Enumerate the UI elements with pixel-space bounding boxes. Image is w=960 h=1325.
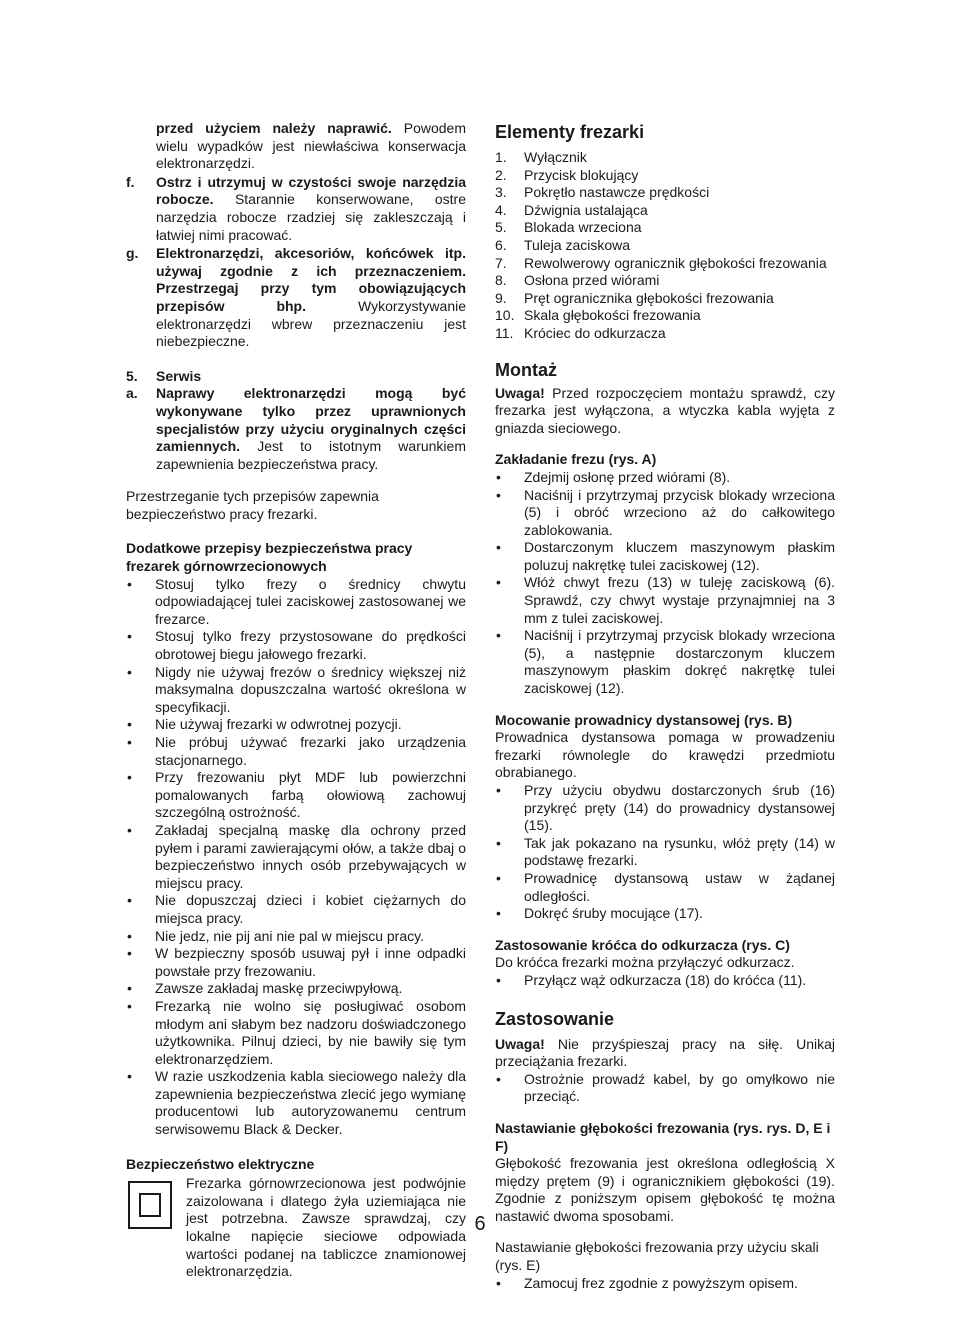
- element-label: Rewolwerowy ogranicznik głębokości frezowania: [524, 254, 827, 271]
- electrical-safety-block: [126, 1175, 466, 1281]
- elements-title: Elementy frezarki: [495, 122, 645, 142]
- use-item: • Ostrożnie prowadź kabel, by go omyłkowo nie przeciąć.: [495, 1071, 835, 1106]
- element-label: Skala głębokości frezowania: [524, 307, 701, 324]
- rule-g-bold-text: Elektronarzędzi, akcesoriów, końcówek itp. używaj zgodnie z ich przeznaczeniem. Przestrzegaj przy tym obowiązujących przepisów bhp.: [156, 245, 466, 314]
- element-number: 2.: [495, 166, 507, 183]
- safety-list-item: • Nie dopuszczaj dzieci i kobiet ciężarnych do miejsca pracy.: [126, 892, 466, 927]
- fit-cutter-heading: Zakładanie frezu (rys. A): [495, 451, 657, 468]
- montaz-warning-text: Przed rozpoczęciem montażu sprawdź, czy frezarka jest wyłączona, a wtyczka kabla wyjęta z gniazda sieciowego.: [495, 384, 835, 436]
- element-list-item: [495, 272, 835, 290]
- use-warning-text: Nie przyśpieszaj pracy na siłę. Unikaj przeciążania frezarki.: [495, 1035, 835, 1070]
- scale-item: • Zamocuj frez zgodnie z powyższym opisem.: [495, 1275, 835, 1293]
- section-5-heading: [126, 368, 466, 386]
- rule-a-bold-text: Naprawy elektronarzędzi mogą być wykonywane tylko przez uprawnionych specjalistów przy użyciu oryginalnych części zamiennych.: [156, 385, 466, 455]
- element-number: 6.: [495, 236, 507, 253]
- extra-safety-heading: Dodatkowe przepisy bezpieczeństwa pracy frezarek górnowrzecionowych: [126, 540, 413, 575]
- element-number: 5.: [495, 219, 507, 236]
- use-warning-label: Uwaga!: [495, 1035, 545, 1052]
- guide-list: [495, 782, 835, 923]
- element-label: Dźwignia ustalająca: [524, 201, 648, 218]
- rule-a: [126, 385, 466, 473]
- extra-safety-list: [126, 576, 466, 1139]
- depth-text: Głębokość frezowania jest określona odległością X między prętem (9) i ogranicznikiem głębokości (19). Zgodnie z poniższym opisem głębokość tę można nastawić dwoma sposobami.: [495, 1155, 835, 1224]
- element-label: Osłona przed wiórami: [524, 272, 660, 289]
- rule-g-text: Wykorzystywanie elektronarzędzi wbrew przeznaczeniu jest niebezpieczne.: [156, 297, 466, 350]
- element-number: 7.: [495, 254, 507, 271]
- element-list-item: [495, 307, 835, 325]
- electrical-safety-heading: Bezpieczeństwo elektryczne: [126, 1155, 315, 1172]
- element-number: 8.: [495, 272, 507, 289]
- safety-list-item: • Nigdy nie używaj frezów o średnicy większej niż maksymalna dopuszczalna wartość określona w specyfikacji.: [126, 664, 466, 717]
- element-list-item: [495, 184, 835, 202]
- page-number: 6: [474, 1213, 486, 1235]
- safety-list-item: • Zakładaj specjalną maskę dla ochrony przed pyłem i parami zawierającymi ołów, a także dbaj o bezpieczeństwo innych osób przebywających w miejscu pracy.: [126, 822, 466, 892]
- safety-list-item: • Przy frezowaniu płyt MDF lub powierzchni pomalowanych farbą ołowiową zachowuj szczególną ostrożność.: [126, 769, 466, 822]
- rule-f-bold-text: Ostrz i utrzymuj w czystości swoje narzędzia robocze.: [156, 173, 466, 208]
- element-label: Króciec do odkurzacza: [524, 324, 666, 341]
- use-list: [495, 1071, 835, 1106]
- safety-list-item: • Nie jedz, nie pij ani nie pal w miejscu pracy.: [126, 928, 466, 946]
- montaz-title: Montaż: [495, 359, 557, 380]
- intro-bold-text: przed użyciem należy naprawić.: [156, 120, 392, 136]
- guide-item: • Tak jak pokazano na rysunku, włóż pręty (14) w podstawę frezarki.: [495, 835, 835, 870]
- safety-list-item: • Stosuj tylko frezy przystosowane do prędkości obrotowej biegu jałowego frezarki.: [126, 628, 466, 663]
- intro-text: Powodem wielu wypadków jest niewłaściwa konserwacja elektronarzędzi.: [156, 120, 466, 172]
- rule-f: [126, 174, 466, 244]
- safety-list-item: • Nie próbuj używać frezarki jako urządzenia stacjonarnego.: [126, 734, 466, 769]
- safety-list-item: • Zawsze zakładaj maskę przeciwpyłową.: [126, 980, 466, 998]
- safety-list-item: • W razie uszkodzenia kabla sieciowego należy dla zapewnienia bezpieczeństwa zlecić jego wymianę producentowi lub autoryzowanemu centrum serwisowemu Black & Decker.: [126, 1068, 466, 1138]
- guide-intro: Prowadnica dystansowa pomaga w prowadzeniu frezarki równolegle do krawędzi przedmiotu obrabianego.: [495, 729, 835, 781]
- guide-item: • Prowadnicę dystansową ustaw w żądanej odległości.: [495, 870, 835, 905]
- fit-cutter-item: • Naciśnij i przytrzymaj przycisk blokady wrzeciona (5), a następnie dostarczonym kluczem maszynowym płaskim dokręć nakrętkę tulei zaciskowej (12).: [495, 627, 835, 697]
- element-label: Pręt ogranicznika głębokości frezowania: [524, 289, 774, 306]
- electrical-safety-text: Frezarka górnowrzecionowa jest podwójnie zaizolowana i dlatego żyła uziemiająca nie jest potrzebna. Zawsze sprawdzaj, czy lokalne napięcie sieciowe odpowiada wartości podanej na tabliczce znamionowej elektronarzędzia.: [186, 1175, 466, 1280]
- compliance-note: Przestrzeganie tych przepisów zapewnia bezpieczeństwo pracy frezarki.: [126, 488, 379, 522]
- elements-list: [495, 149, 835, 343]
- safety-list-item: • W bezpieczny sposób usuwaj pył i inne odpadki powstałe przy frezowaniu.: [126, 945, 466, 980]
- fit-cutter-item: • Dostarczonym kluczem maszynowym płaskim poluzuj nakrętkę tulei zaciskowej (12).: [495, 539, 835, 574]
- element-list-item: [495, 219, 835, 237]
- double-insulation-icon: [128, 1181, 172, 1229]
- safety-list-item: • Frezarką nie wolno się posługiwać osobom młodym ani słabym bez nadzoru doświadczonego użytkownika. Pilnuj dzieci, by nie bawiły się tym elektronarzędziem.: [126, 998, 466, 1068]
- element-list-item: [495, 325, 835, 343]
- montaz-warning-label: Uwaga!: [495, 384, 545, 401]
- use-warning: [495, 1036, 835, 1071]
- element-label: Tuleja zaciskowa: [524, 236, 631, 253]
- rule-f-label: f.: [126, 173, 135, 190]
- rule-g: [126, 245, 466, 351]
- fit-cutter-list: [495, 469, 835, 698]
- safety-list-item: • Stosuj tylko frezy o średnicy chwytu odpowiadającej tulei zaciskowej zastosowanej we frezarce.: [126, 576, 466, 629]
- use-title: Zastosowanie: [495, 1008, 615, 1029]
- element-label: Przycisk blokujący: [524, 166, 639, 183]
- element-list-item: [495, 149, 835, 167]
- fit-cutter-item: • Naciśnij i przytrzymaj przycisk blokady wrzeciona (5) i obróć wrzeciono aż do całkowitego zablokowania.: [495, 487, 835, 540]
- depth-heading: Nastawianie głębokości frezowania (rys. rys. D, E i F): [495, 1119, 831, 1154]
- dust-list: [495, 972, 835, 990]
- dust-heading: Zastosowanie króćca do odkurzacza (rys. C): [495, 936, 790, 953]
- dust-intro: Do króćca frezarki można przyłączyć odkurzacz.: [495, 954, 795, 971]
- dust-item: • Przyłącz wąż odkurzacza (18) do króćca (11).: [495, 972, 835, 990]
- rule-a-label: a.: [126, 385, 138, 402]
- element-list-item: [495, 290, 835, 308]
- guide-item: • Przy użyciu obydwu dostarczonych śrub (16) przykręć pręty (14) do prowadnicy dystansowej (15).: [495, 782, 835, 835]
- guide-item: • Dokręć śruby mocujące (17).: [495, 905, 835, 923]
- fit-cutter-item: • Włóż chwyt frezu (13) w tuleję zaciskową (6). Sprawdź, czy chwyt wystaje przynajmniej na 3 mm z tulei zaciskowej.: [495, 574, 835, 627]
- element-number: 9.: [495, 289, 507, 306]
- section-5-title: Serwis: [156, 367, 202, 384]
- element-list-item: [495, 237, 835, 255]
- section-5-number: 5.: [126, 367, 138, 384]
- rule-f-text: Starannie konserwowane, ostre narzędzia robocze rzadziej się zakleszczają i łatwiej nimi pracować.: [156, 191, 466, 243]
- element-number: 3.: [495, 184, 507, 201]
- element-number: 11.: [495, 324, 514, 341]
- rule-g-label: g.: [126, 245, 139, 262]
- safety-list-item: • Nie używaj frezarki w odwrotnej pozycji.: [126, 716, 466, 734]
- element-list-item: [495, 202, 835, 220]
- element-label: Blokada wrzeciona: [524, 219, 642, 236]
- fit-cutter-item: • Zdejmij osłonę przed wiórami (8).: [495, 469, 835, 487]
- intro-paragraph: [126, 120, 466, 173]
- element-list-item: [495, 255, 835, 273]
- element-list-item: [495, 167, 835, 185]
- rule-a-text: Jest to istotnym warunkiem zapewnienia bezpieczeństwa pracy.: [156, 438, 466, 472]
- right-column: [495, 120, 835, 1292]
- guide-heading: Mocowanie prowadnicy dystansowej (rys. B): [495, 711, 793, 728]
- scale-text: Nastawianie głębokości frezowania przy użyciu skali (rys. E): [495, 1239, 819, 1274]
- element-number: 10.: [495, 307, 515, 324]
- element-number: 4.: [495, 201, 507, 218]
- element-number: 1.: [495, 149, 507, 165]
- element-label: Wyłącznik: [524, 149, 587, 165]
- left-column: [126, 120, 466, 1281]
- element-label: Pokrętło nastawcze prędkości: [524, 184, 710, 201]
- scale-list: [495, 1275, 835, 1293]
- montaz-warning: [495, 385, 835, 438]
